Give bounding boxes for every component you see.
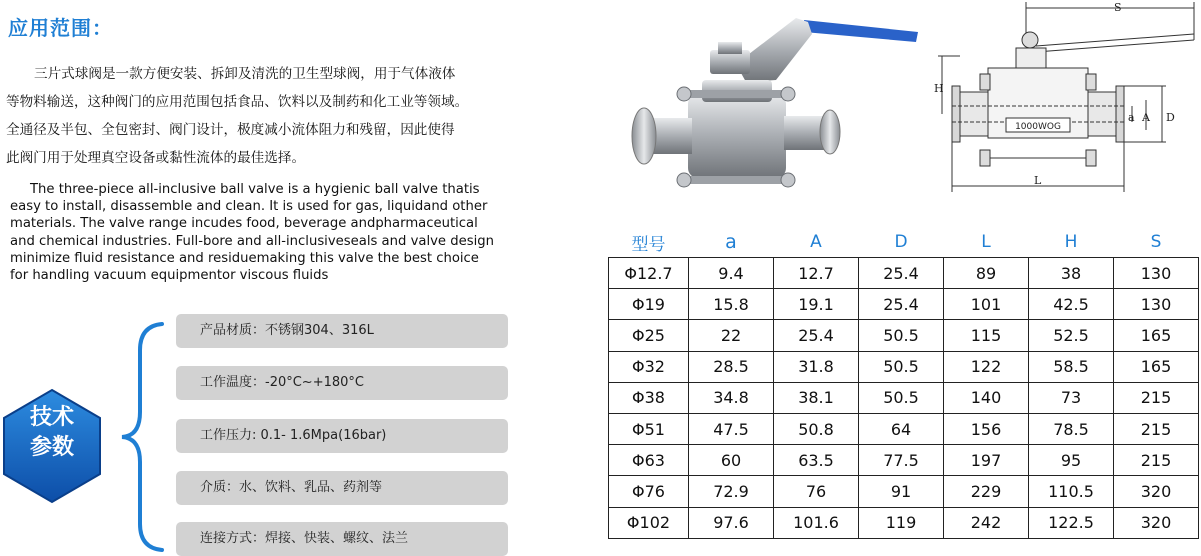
table-cell: 242	[944, 507, 1029, 538]
table-cell: Φ19	[609, 289, 689, 320]
spec-table	[608, 227, 1199, 539]
description-en	[10, 181, 510, 284]
col-header-a-upper: A	[810, 232, 822, 252]
description-zh-line: 等物料输送，这种阀门的应用范围包括食品、饮料以及制药和化工业等领域。	[6, 94, 469, 110]
table-cell: 115	[944, 320, 1029, 351]
table-cell: 34.8	[689, 382, 774, 413]
table-cell: 77.5	[859, 445, 944, 476]
table-cell: 19.1	[774, 289, 859, 320]
tech-params-label	[0, 403, 104, 463]
table-header-row	[609, 227, 1199, 258]
table-cell: 165	[1114, 351, 1199, 382]
table-cell: 119	[859, 507, 944, 538]
valve-dimension-drawing	[936, 0, 1198, 200]
drawing-label-s: S	[1114, 1, 1122, 14]
table-cell: Φ63	[609, 445, 689, 476]
table-cell: 320	[1114, 476, 1199, 507]
col-header-h: H	[1064, 232, 1078, 252]
table-cell: 130	[1114, 258, 1199, 289]
table-cell: Φ51	[609, 413, 689, 444]
table-row	[609, 289, 1199, 320]
description-en-line: materials. The valve range incudes food, beverage andpharmaceutical	[10, 216, 478, 232]
col-header-a: a	[725, 231, 737, 253]
table-row	[609, 258, 1199, 289]
description-en-line: The three-piece all-inclusive ball valve is a hygienic ball valve thatis	[30, 182, 480, 197]
table-cell: 215	[1114, 445, 1199, 476]
table-cell: 42.5	[1029, 289, 1114, 320]
table-cell: Φ12.7	[609, 258, 689, 289]
table-cell: 156	[944, 413, 1029, 444]
table-cell: 122	[944, 351, 1029, 382]
table-cell: 15.8	[689, 289, 774, 320]
table-cell: Φ25	[609, 320, 689, 351]
col-header-s: S	[1150, 232, 1162, 252]
drawing-label-a-upper: A	[1142, 111, 1150, 124]
table-cell: 63.5	[774, 445, 859, 476]
description-zh-line: 此阀门用于处理真空设备或黏性流体的最佳选择。	[6, 150, 306, 166]
table-cell: 25.4	[859, 289, 944, 320]
table-cell: 50.5	[859, 351, 944, 382]
description-en-line: minimize fluid resistance and residuemaking this valve the best choice	[10, 250, 479, 266]
table-cell: 50.5	[859, 320, 944, 351]
table-cell: 50.5	[859, 382, 944, 413]
table-cell: 38.1	[774, 382, 859, 413]
table-cell: 320	[1114, 507, 1199, 538]
table-cell: 25.4	[859, 258, 944, 289]
param-pressure: 工作压力: 0.1- 1.6Mpa(16bar)	[176, 419, 508, 453]
table-cell: 78.5	[1029, 413, 1114, 444]
table-cell: 165	[1114, 320, 1199, 351]
table-row	[609, 351, 1199, 382]
table-row	[609, 413, 1199, 444]
table-cell: 12.7	[774, 258, 859, 289]
drawing-label-d: D	[1166, 111, 1175, 124]
valve-photo	[626, 8, 926, 208]
table-cell: 215	[1114, 382, 1199, 413]
table-cell: Φ38	[609, 382, 689, 413]
table-cell: 76	[774, 476, 859, 507]
table-cell: 215	[1114, 413, 1199, 444]
tech-params-label-line: 参数	[29, 435, 74, 460]
table-cell: 197	[944, 445, 1029, 476]
param-connection: 连接方式：焊接、快装、螺纹、法兰	[176, 522, 508, 556]
curly-bracket	[118, 322, 168, 552]
table-cell: 64	[859, 413, 944, 444]
drawing-marking: 1000WOG	[1015, 122, 1061, 132]
table-cell: 47.5	[689, 413, 774, 444]
table-cell: 28.5	[689, 351, 774, 382]
section-title: 应用范围：	[8, 16, 113, 40]
table-cell: 140	[944, 382, 1029, 413]
tech-params-label-line: 技术	[29, 405, 74, 430]
valve-handle-grip	[804, 20, 918, 42]
table-cell: 97.6	[689, 507, 774, 538]
table-row	[609, 445, 1199, 476]
description-en-line: and chemical industries. Full-bore and all-inclusiveseals and valve design	[10, 233, 494, 249]
table-cell: 73	[1029, 382, 1114, 413]
drawing-label-l: L	[1034, 174, 1042, 187]
description-en-line: for handling vacuum equipmentor viscous fluids	[10, 268, 329, 284]
param-material: 产品材质：不锈钢304、316L	[176, 314, 508, 348]
table-cell: 91	[859, 476, 944, 507]
table-cell: Φ32	[609, 351, 689, 382]
table-cell: 101.6	[774, 507, 859, 538]
table-cell: 101	[944, 289, 1029, 320]
table-cell: Φ102	[609, 507, 689, 538]
table-cell: 95	[1029, 445, 1114, 476]
param-medium: 介质：水、饮料、乳品、药剂等	[176, 471, 508, 505]
description-zh-line: 全通径及半包、全包密封、阀门设计，极度减小流体阻力和残留，因此使得	[6, 122, 455, 138]
drawing-label-a: a	[1128, 111, 1135, 124]
table-cell: 31.8	[774, 351, 859, 382]
table-cell: 72.9	[689, 476, 774, 507]
col-header-l: L	[981, 232, 991, 252]
table-cell: 229	[944, 476, 1029, 507]
col-header-d: D	[894, 232, 908, 252]
table-row	[609, 476, 1199, 507]
table-row	[609, 507, 1199, 538]
col-header-model: 型号	[631, 234, 666, 255]
table-row	[609, 382, 1199, 413]
table-cell: 38	[1029, 258, 1114, 289]
table-cell: 50.8	[774, 413, 859, 444]
description-zh	[6, 60, 506, 172]
param-temperature: 工作温度：-20°C~+180°C	[176, 366, 508, 400]
description-zh-line: 三片式球阀是一款方便安装、拆卸及清洗的卫生型球阀，用于气体液体	[34, 66, 456, 82]
table-cell: 22	[689, 320, 774, 351]
table-cell: 60	[689, 445, 774, 476]
table-cell: 110.5	[1029, 476, 1114, 507]
table-cell: 52.5	[1029, 320, 1114, 351]
table-cell: 89	[944, 258, 1029, 289]
table-cell: Φ76	[609, 476, 689, 507]
table-cell: 25.4	[774, 320, 859, 351]
table-cell: 130	[1114, 289, 1199, 320]
table-cell: 58.5	[1029, 351, 1114, 382]
description-en-line: easy to install, disassemble and clean. It is used for gas, liquidand other	[10, 199, 488, 215]
table-cell: 9.4	[689, 258, 774, 289]
table-cell: 122.5	[1029, 507, 1114, 538]
drawing-label-h: H	[934, 82, 944, 95]
table-row	[609, 320, 1199, 351]
